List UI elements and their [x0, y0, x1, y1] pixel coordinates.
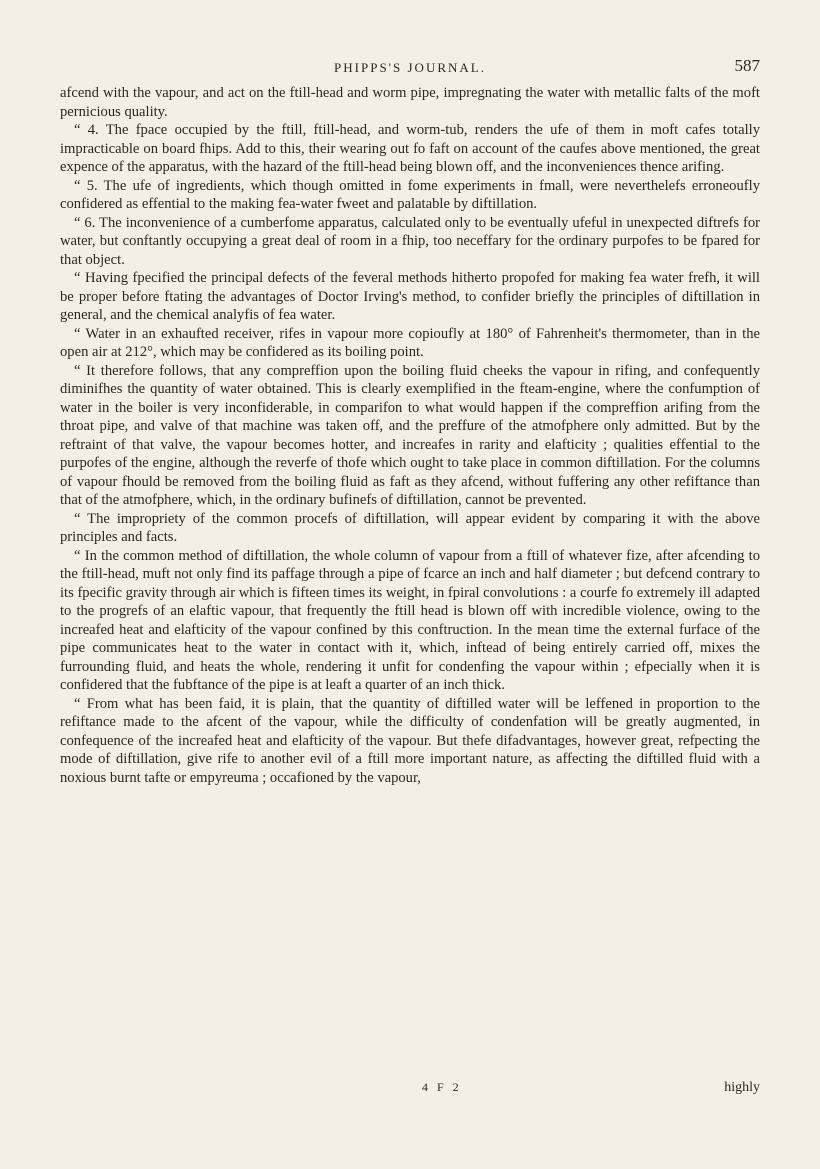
- paragraph: “ The impropriety of the common procefs of diftillation, will appear evident by comparing it with the above principles and facts.: [60, 510, 760, 545]
- paragraph: “ 4. The fpace occupied by the ftill, ftill-head, and worm-tub, renders the ufe of them in moft cafes totally impracticable on board fhips. Add to this, their wearing out fo faft on account of the caufes above mentioned, the great expence of the apparatus, with the hazard of the ftill-head being blown off, and the inconveniences thence arifing.: [60, 122, 760, 175]
- paragraph: “ 5. The ufe of ingredients, which though omitted in fome experiments in fmall, were neverthelefs erroneoufly confidered as effential to the making fea-water fweet and palatable by diftillation.: [60, 177, 760, 212]
- running-title: PHIPPS'S JOURNAL.: [334, 60, 486, 75]
- paragraph: “ In the common method of diftillation, the whole column of vapour from a ftill of whatever fize, after afcending to the ftill-head, muft not only find its paffage through a pipe of fcarce an inch and half diameter ; but defcend contrary to its fpecific gravity through air which is fifteen times its weight, in fpiral convolutions : a courfe fo extremely ill adapted to the progrefs of an elaftic vapour, that frequently the ftill head is blown off with incredible violence, owing to the increafed heat and elafticity of the vapour confined by this conftruction. In the mean time the external furface of the pipe communicates heat to the water in contact with it, which, inftead of being entirely carried off, mixes the furrounding fluid, and heats the whole, rendering it unfit for condenfing the vapour within ; efpecially when it is confidered that the fubftance of the pipe is at leaft a quarter of an inch thick.: [60, 547, 760, 693]
- paragraph: “ 6. The inconvenience of a cumberfome apparatus, calculated only to be eventually ufeful in unexpected diftrefs for water, but conftantly occupying a great deal of room in a fhip, too neceffary for the ordinary purpofes to be fpared for that object.: [60, 214, 760, 268]
- paragraph: afcend with the vapour, and act on the ftill-head and worm pipe, impregnating the water with metallic falts of the moft pernicious quality.: [60, 85, 760, 120]
- paragraph: “ Having fpecified the principal defects of the feveral methods hitherto propofed for making fea water frefh, it will be proper before ftating the advantages of Doctor Irving's method, to confider briefly the principles of diftillation in general, and the chemical analyfis of fea water.: [60, 270, 760, 323]
- paragraph: “ From what has been faid, it is plain, that the quantity of diftilled water will be leffened in proportion to the refiftance made to the afcent of the vapour, while the difficulty of condenfation will be greatly augmented, in confequence of the increafed heat and elafticity of the vapour. But thefe difadvantages, however great, refpecting the mode of diftillation, give rife to another evil of a ftill more important nature, as affecting the diftilled fluid with a noxious burnt tafte or empyreuma ; occafioned by the vapour,: [60, 695, 760, 786]
- paragraph: “ It therefore follows, that any compreffion upon the boiling fluid cheeks the vapour in rifing, and confequently diminifhes the quantity of water obtained. This is clearly exemplified in the fteam-engine, where the confumption of water in the boiler is very inconfiderable, in comparifon to what would happen if the compreffion arifing from the throat pipe, and valve of that machine was taken off, and the preffure of the atmofphere only admitted. But by the reftraint of that valve, the vapour becomes hotter, and increafes in rarity and elafticity ; qualities effential to the purpofes of the engine, although the reverfe of thofe which ought to take place in common diftillation. For the columns of vapour fhould be removed from the boiling fluid as faft as they afcend, without fuffering any other refiftance than that of the atmofphere, which, in the ordinary bufinefs of diftillation, cannot be prevented.: [60, 362, 760, 508]
- page-header: [60, 56, 760, 80]
- signature-mark: 4 F 2: [422, 1080, 462, 1094]
- page-number: 587: [734, 56, 760, 75]
- catchword: highly: [724, 1080, 760, 1095]
- paragraph: “ Water in an exhaufted receiver, rifes in vapour more copioufly at 180° of Fahrenheit's thermometer, than in the open air at 212°, which may be confidered as its boiling point.: [60, 325, 760, 360]
- body-text: [60, 84, 760, 787]
- page-footer: [60, 1080, 760, 1100]
